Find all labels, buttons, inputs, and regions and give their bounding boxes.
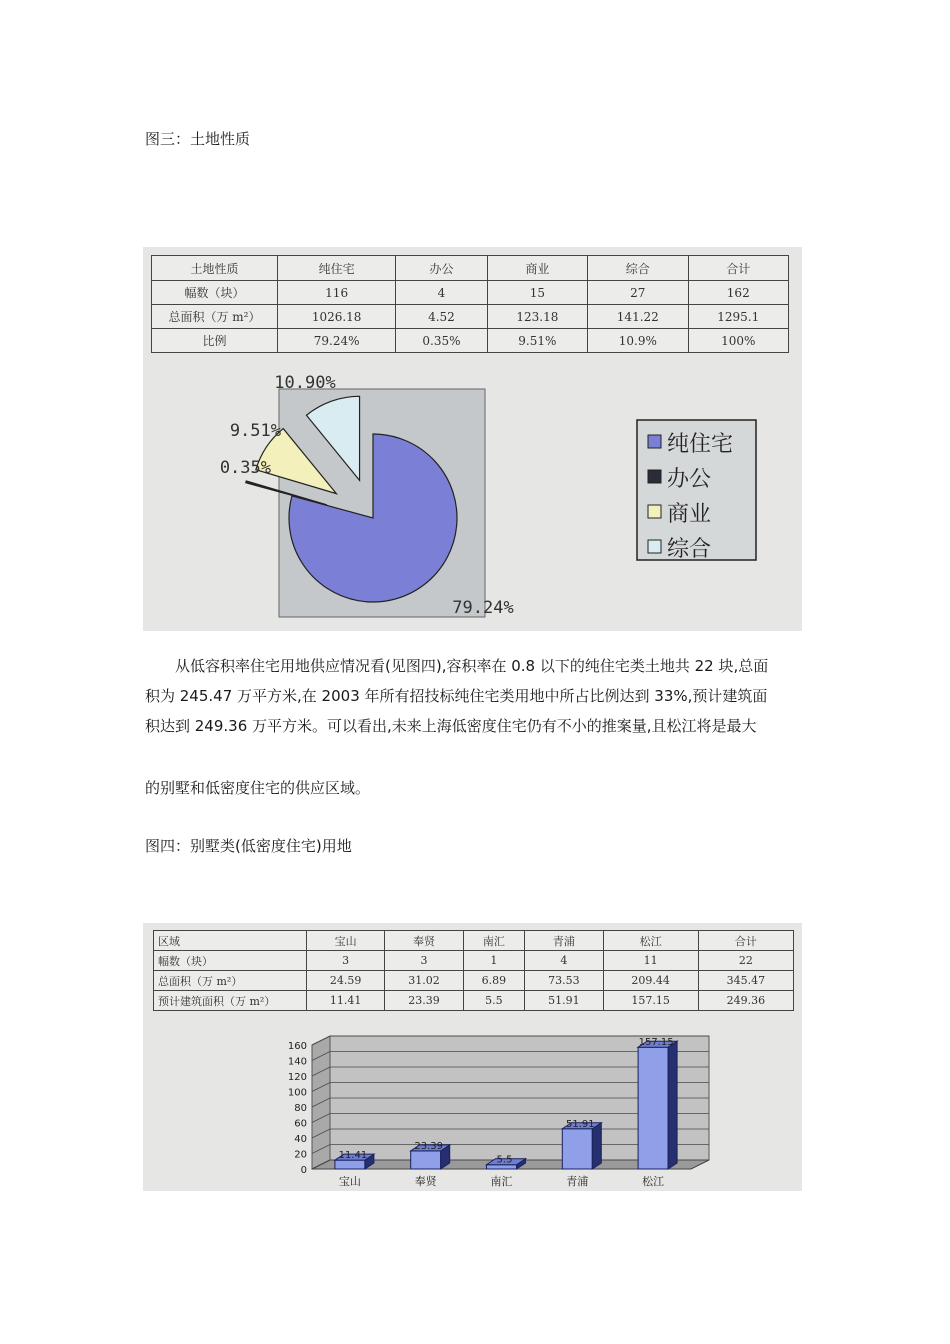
header-cell: 宝山 bbox=[307, 931, 385, 951]
header-cell: 南汇 bbox=[463, 931, 524, 951]
header-cell: 青浦 bbox=[525, 931, 603, 951]
table-cell: 6.89 bbox=[463, 971, 524, 991]
bar bbox=[411, 1151, 441, 1169]
row-label: 总面积（万 m²） bbox=[154, 971, 307, 991]
table-cell: 157.15 bbox=[603, 991, 698, 1011]
paragraph-line: 的别墅和低密度住宅的供应区域。 bbox=[145, 779, 371, 797]
legend-label: 办公 bbox=[667, 467, 712, 492]
x-category-label: 奉贤 bbox=[414, 1175, 437, 1188]
table-cell: 1 bbox=[463, 951, 524, 971]
table-cell: 3 bbox=[307, 951, 385, 971]
table-cell: 5.5 bbox=[463, 991, 524, 1011]
bar-value-label: 5.5 bbox=[496, 1154, 513, 1166]
table-cell: 9.51% bbox=[487, 329, 587, 353]
table-cell: 4 bbox=[396, 281, 487, 305]
y-tick-label: 100 bbox=[287, 1087, 307, 1099]
table-cell: 116 bbox=[278, 281, 396, 305]
header-cell: 办公 bbox=[396, 256, 487, 281]
pie-value-label: 79.24% bbox=[452, 598, 514, 618]
legend-label: 商业 bbox=[667, 502, 712, 527]
table-cell: 0.35% bbox=[396, 329, 487, 353]
x-category-label: 青浦 bbox=[566, 1175, 589, 1188]
legend-swatch bbox=[648, 470, 661, 483]
bar-side bbox=[668, 1041, 677, 1169]
table-cell: 209.44 bbox=[603, 971, 698, 991]
pie-chart bbox=[143, 247, 802, 631]
bar-value-label: 23.39 bbox=[414, 1140, 444, 1152]
table-cell: 10.9% bbox=[588, 329, 688, 353]
table-cell: 11 bbox=[603, 951, 698, 971]
legend-swatch bbox=[648, 435, 661, 448]
y-tick-label: 0 bbox=[300, 1165, 307, 1176]
bar-value-label: 51.91 bbox=[565, 1118, 595, 1130]
x-category-label: 宝山 bbox=[338, 1175, 361, 1188]
table-cell: 3 bbox=[385, 951, 463, 971]
bar bbox=[562, 1129, 592, 1169]
villa-land-figure bbox=[143, 923, 802, 1191]
bar-chart bbox=[143, 923, 802, 1191]
table-cell: 15 bbox=[487, 281, 587, 305]
bar-value-label: 157.15 bbox=[638, 1037, 674, 1049]
row-label: 比例 bbox=[152, 329, 278, 353]
header-cell: 商业 bbox=[487, 256, 587, 281]
pie-value-label: 10.90% bbox=[274, 373, 336, 393]
figure3-caption: 图三：土地性质 bbox=[145, 130, 251, 148]
header-cell: 综合 bbox=[588, 256, 688, 281]
table-cell: 51.91 bbox=[525, 991, 603, 1011]
header-cell: 合计 bbox=[688, 256, 788, 281]
header-cell: 区域 bbox=[154, 931, 307, 951]
header-cell: 松江 bbox=[603, 931, 698, 951]
table-cell: 31.02 bbox=[385, 971, 463, 991]
row-label: 幅数（块） bbox=[154, 951, 307, 971]
y-tick-label: 60 bbox=[294, 1118, 307, 1130]
table-cell: 23.39 bbox=[385, 991, 463, 1011]
table-cell: 73.53 bbox=[525, 971, 603, 991]
table-cell: 141.22 bbox=[588, 305, 688, 329]
row-label: 总面积（万 m²） bbox=[152, 305, 278, 329]
table-cell: 4 bbox=[525, 951, 603, 971]
y-tick-label: 140 bbox=[287, 1056, 307, 1068]
table-cell: 100% bbox=[688, 329, 788, 353]
paragraph-line: 积达到 249.36 万平方米。可以看出,未来上海低密度住宅仍有不小的推案量,且松江将是最大 bbox=[145, 717, 757, 735]
paragraph-line: 从低容积率住宅用地供应情况看(见图四),容积率在 0.8 以下的纯住宅类土地共 22 块,总面 bbox=[175, 657, 769, 675]
table-cell: 162 bbox=[688, 281, 788, 305]
table-cell: 24.59 bbox=[307, 971, 385, 991]
y-tick-label: 40 bbox=[294, 1134, 307, 1145]
table-cell: 11.41 bbox=[307, 991, 385, 1011]
bar-value-label: 11.41 bbox=[338, 1150, 368, 1162]
y-tick-label: 80 bbox=[294, 1103, 307, 1114]
y-tick-label: 120 bbox=[287, 1072, 307, 1083]
header-cell: 奉贤 bbox=[385, 931, 463, 951]
bar bbox=[335, 1160, 365, 1169]
legend-label: 纯住宅 bbox=[667, 432, 734, 457]
body-paragraph bbox=[145, 651, 805, 803]
paragraph-line: 积为 245.47 万平方米,在 2003 年所有招技标纯住宅类用地中所占比例达到 33%,预计建筑面 bbox=[145, 687, 768, 705]
row-label: 幅数（块） bbox=[152, 281, 278, 305]
y-tick-label: 20 bbox=[294, 1149, 307, 1161]
table-cell: 345.47 bbox=[698, 971, 793, 991]
bar bbox=[638, 1047, 668, 1169]
table-cell: 4.52 bbox=[396, 305, 487, 329]
land-use-figure bbox=[143, 247, 802, 631]
pie-value-label: 0.35% bbox=[219, 458, 271, 478]
table-cell: 1026.18 bbox=[278, 305, 396, 329]
header-cell: 纯住宅 bbox=[278, 256, 396, 281]
pie-value-label: 9.51% bbox=[229, 421, 281, 441]
x-category-label: 南汇 bbox=[490, 1175, 513, 1188]
table-cell: 1295.1 bbox=[688, 305, 788, 329]
figure4-caption: 图四：别墅类(低密度住宅)用地 bbox=[145, 837, 352, 855]
legend-swatch bbox=[648, 505, 661, 518]
table-cell: 27 bbox=[588, 281, 688, 305]
header-cell: 土地性质 bbox=[152, 256, 278, 281]
table-cell: 22 bbox=[698, 951, 793, 971]
legend-swatch bbox=[648, 540, 661, 553]
table-cell: 249.36 bbox=[698, 991, 793, 1011]
table-cell: 123.18 bbox=[487, 305, 587, 329]
legend-label: 综合 bbox=[667, 537, 712, 562]
header-cell: 合计 bbox=[698, 931, 793, 951]
y-tick-label: 160 bbox=[287, 1041, 307, 1052]
row-label: 预计建筑面积（万 m²） bbox=[154, 991, 307, 1011]
table-cell: 79.24% bbox=[278, 329, 396, 353]
x-category-label: 松江 bbox=[642, 1175, 665, 1188]
